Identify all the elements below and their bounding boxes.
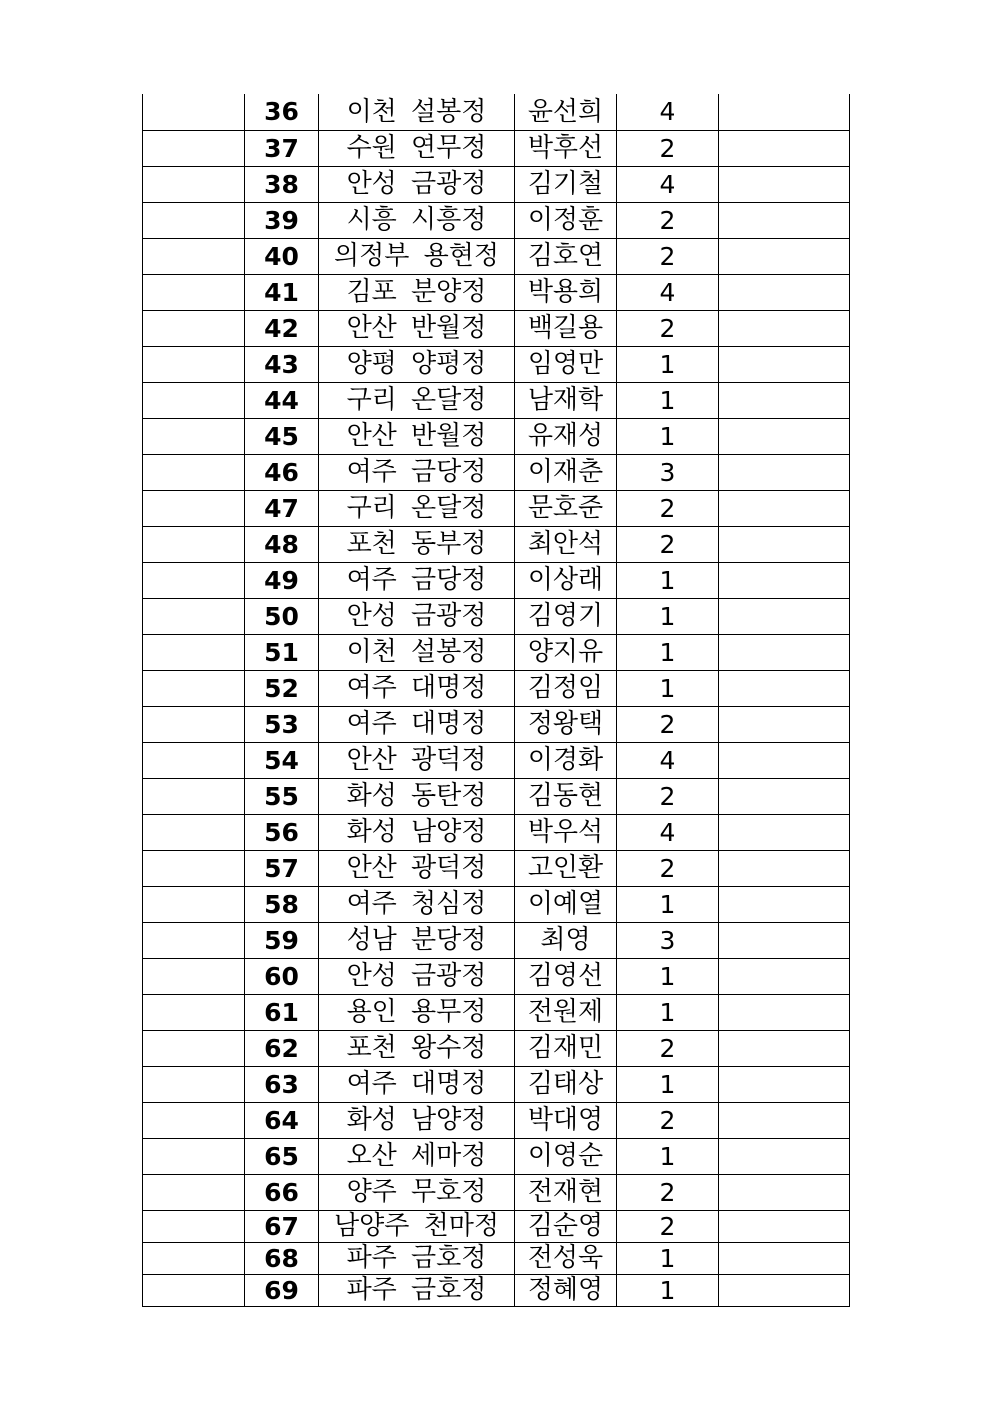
- member-name: 고인환: [515, 850, 617, 886]
- row-number: 41: [245, 274, 319, 310]
- roster-table: [142, 94, 850, 1307]
- count-value: 2: [617, 238, 719, 274]
- note-cell: [719, 1174, 850, 1210]
- note-cell: [719, 814, 850, 850]
- club-name: 여주 금당정: [319, 562, 515, 598]
- blank-cell: [143, 670, 245, 706]
- member-name: 정왕택: [515, 706, 617, 742]
- blank-cell: [143, 346, 245, 382]
- club-name: 시흥 시흥정: [319, 202, 515, 238]
- note-cell: [719, 238, 850, 274]
- table-row: [143, 886, 850, 922]
- note-cell: [719, 1242, 850, 1274]
- member-name: 김재민: [515, 1030, 617, 1066]
- member-name: 문호준: [515, 490, 617, 526]
- club-name: 용인 용무정: [319, 994, 515, 1030]
- count-value: 3: [617, 922, 719, 958]
- blank-cell: [143, 130, 245, 166]
- blank-cell: [143, 382, 245, 418]
- row-number: 45: [245, 418, 319, 454]
- club-name: 화성 남양정: [319, 1102, 515, 1138]
- count-value: 1: [617, 958, 719, 994]
- row-number: 47: [245, 490, 319, 526]
- row-number: 43: [245, 346, 319, 382]
- count-value: 4: [617, 94, 719, 130]
- count-value: 1: [617, 1242, 719, 1274]
- row-number: 59: [245, 922, 319, 958]
- count-value: 2: [617, 1210, 719, 1242]
- count-value: 2: [617, 526, 719, 562]
- club-name: 안성 금광정: [319, 958, 515, 994]
- count-value: 1: [617, 1066, 719, 1102]
- row-number: 54: [245, 742, 319, 778]
- row-number: 38: [245, 166, 319, 202]
- club-name: 안산 광덕정: [319, 850, 515, 886]
- note-cell: [719, 1138, 850, 1174]
- club-name: 화성 남양정: [319, 814, 515, 850]
- table-row: [143, 238, 850, 274]
- member-name: 김호연: [515, 238, 617, 274]
- note-cell: [719, 382, 850, 418]
- count-value: 1: [617, 1274, 719, 1306]
- count-value: 1: [617, 886, 719, 922]
- blank-cell: [143, 778, 245, 814]
- note-cell: [719, 454, 850, 490]
- note-cell: [719, 562, 850, 598]
- blank-cell: [143, 94, 245, 130]
- blank-cell: [143, 274, 245, 310]
- club-name: 화성 동탄정: [319, 778, 515, 814]
- table-row: [143, 1138, 850, 1174]
- blank-cell: [143, 1030, 245, 1066]
- table-row: [143, 310, 850, 346]
- member-name: 김태상: [515, 1066, 617, 1102]
- table-row: [143, 382, 850, 418]
- count-value: 2: [617, 130, 719, 166]
- count-value: 2: [617, 1174, 719, 1210]
- club-name: 여주 대명정: [319, 706, 515, 742]
- table-row: [143, 346, 850, 382]
- count-value: 2: [617, 706, 719, 742]
- count-value: 1: [617, 598, 719, 634]
- note-cell: [719, 706, 850, 742]
- note-cell: [719, 994, 850, 1030]
- table-row: [143, 634, 850, 670]
- count-value: 2: [617, 310, 719, 346]
- count-value: 2: [617, 850, 719, 886]
- count-value: 1: [617, 346, 719, 382]
- note-cell: [719, 634, 850, 670]
- count-value: 2: [617, 202, 719, 238]
- blank-cell: [143, 850, 245, 886]
- note-cell: [719, 310, 850, 346]
- table-row: [143, 706, 850, 742]
- club-name: 안산 반월정: [319, 310, 515, 346]
- note-cell: [719, 130, 850, 166]
- note-cell: [719, 922, 850, 958]
- note-cell: [719, 1102, 850, 1138]
- table-row: [143, 94, 850, 130]
- club-name: 김포 분양정: [319, 274, 515, 310]
- note-cell: [719, 166, 850, 202]
- note-cell: [719, 850, 850, 886]
- member-name: 유재성: [515, 418, 617, 454]
- blank-cell: [143, 526, 245, 562]
- member-name: 박후선: [515, 130, 617, 166]
- row-number: 53: [245, 706, 319, 742]
- note-cell: [719, 958, 850, 994]
- note-cell: [719, 274, 850, 310]
- roster-page: [142, 94, 850, 1307]
- count-value: 3: [617, 454, 719, 490]
- table-row: [143, 742, 850, 778]
- table-row: [143, 814, 850, 850]
- club-name: 여주 대명정: [319, 670, 515, 706]
- note-cell: [719, 1210, 850, 1242]
- note-cell: [719, 490, 850, 526]
- club-name: 구리 온달정: [319, 490, 515, 526]
- count-value: 2: [617, 1030, 719, 1066]
- row-number: 69: [245, 1274, 319, 1306]
- blank-cell: [143, 958, 245, 994]
- blank-cell: [143, 310, 245, 346]
- table-row: [143, 490, 850, 526]
- club-name: 이천 설봉정: [319, 634, 515, 670]
- club-name: 파주 금호정: [319, 1274, 515, 1306]
- note-cell: [719, 598, 850, 634]
- note-cell: [719, 418, 850, 454]
- row-number: 46: [245, 454, 319, 490]
- blank-cell: [143, 454, 245, 490]
- table-row: [143, 526, 850, 562]
- row-number: 68: [245, 1242, 319, 1274]
- member-name: 임영만: [515, 346, 617, 382]
- row-number: 66: [245, 1174, 319, 1210]
- member-name: 이영순: [515, 1138, 617, 1174]
- row-number: 48: [245, 526, 319, 562]
- count-value: 1: [617, 1138, 719, 1174]
- row-number: 52: [245, 670, 319, 706]
- member-name: 박우석: [515, 814, 617, 850]
- member-name: 박용희: [515, 274, 617, 310]
- club-name: 양평 양평정: [319, 346, 515, 382]
- club-name: 양주 무호정: [319, 1174, 515, 1210]
- member-name: 백길용: [515, 310, 617, 346]
- row-number: 42: [245, 310, 319, 346]
- table-row: [143, 202, 850, 238]
- blank-cell: [143, 490, 245, 526]
- club-name: 남양주 천마정: [319, 1210, 515, 1242]
- club-name: 이천 설봉정: [319, 94, 515, 130]
- note-cell: [719, 886, 850, 922]
- member-name: 이예열: [515, 886, 617, 922]
- blank-cell: [143, 238, 245, 274]
- club-name: 포천 동부정: [319, 526, 515, 562]
- club-name: 포천 왕수정: [319, 1030, 515, 1066]
- row-number: 36: [245, 94, 319, 130]
- count-value: 1: [617, 562, 719, 598]
- row-number: 49: [245, 562, 319, 598]
- member-name: 이경화: [515, 742, 617, 778]
- note-cell: [719, 778, 850, 814]
- count-value: 2: [617, 1102, 719, 1138]
- club-name: 안성 금광정: [319, 166, 515, 202]
- blank-cell: [143, 598, 245, 634]
- table-row: [143, 1210, 850, 1242]
- member-name: 김영기: [515, 598, 617, 634]
- count-value: 4: [617, 742, 719, 778]
- club-name: 구리 온달정: [319, 382, 515, 418]
- row-number: 67: [245, 1210, 319, 1242]
- table-row: [143, 418, 850, 454]
- table-row: [143, 1030, 850, 1066]
- member-name: 양지유: [515, 634, 617, 670]
- club-name: 여주 청심정: [319, 886, 515, 922]
- table-row: [143, 778, 850, 814]
- blank-cell: [143, 814, 245, 850]
- row-number: 57: [245, 850, 319, 886]
- blank-cell: [143, 1174, 245, 1210]
- note-cell: [719, 346, 850, 382]
- blank-cell: [143, 1210, 245, 1242]
- note-cell: [719, 202, 850, 238]
- table-row: [143, 922, 850, 958]
- member-name: 이정훈: [515, 202, 617, 238]
- club-name: 의정부 용현정: [319, 238, 515, 274]
- club-name: 안산 반월정: [319, 418, 515, 454]
- club-name: 성남 분당정: [319, 922, 515, 958]
- note-cell: [719, 1066, 850, 1102]
- club-name: 안산 광덕정: [319, 742, 515, 778]
- table-row: [143, 1242, 850, 1274]
- member-name: 김영선: [515, 958, 617, 994]
- roster-table-body: [143, 94, 850, 1306]
- blank-cell: [143, 1102, 245, 1138]
- count-value: 4: [617, 166, 719, 202]
- note-cell: [719, 1274, 850, 1306]
- row-number: 64: [245, 1102, 319, 1138]
- row-number: 44: [245, 382, 319, 418]
- table-row: [143, 130, 850, 166]
- member-name: 박대영: [515, 1102, 617, 1138]
- club-name: 여주 대명정: [319, 1066, 515, 1102]
- blank-cell: [143, 886, 245, 922]
- club-name: 수원 연무정: [319, 130, 515, 166]
- table-row: [143, 994, 850, 1030]
- member-name: 김순영: [515, 1210, 617, 1242]
- member-name: 전재현: [515, 1174, 617, 1210]
- club-name: 오산 세마정: [319, 1138, 515, 1174]
- note-cell: [719, 670, 850, 706]
- row-number: 63: [245, 1066, 319, 1102]
- row-number: 39: [245, 202, 319, 238]
- table-row: [143, 1066, 850, 1102]
- table-row: [143, 1174, 850, 1210]
- blank-cell: [143, 1274, 245, 1306]
- row-number: 55: [245, 778, 319, 814]
- blank-cell: [143, 418, 245, 454]
- table-row: [143, 958, 850, 994]
- count-value: 4: [617, 814, 719, 850]
- table-row: [143, 1102, 850, 1138]
- blank-cell: [143, 1138, 245, 1174]
- table-row: [143, 670, 850, 706]
- blank-cell: [143, 202, 245, 238]
- member-name: 김정임: [515, 670, 617, 706]
- count-value: 2: [617, 490, 719, 526]
- blank-cell: [143, 166, 245, 202]
- count-value: 1: [617, 994, 719, 1030]
- row-number: 58: [245, 886, 319, 922]
- note-cell: [719, 742, 850, 778]
- note-cell: [719, 94, 850, 130]
- note-cell: [719, 526, 850, 562]
- member-name: 이재춘: [515, 454, 617, 490]
- member-name: 전성욱: [515, 1242, 617, 1274]
- club-name: 여주 금당정: [319, 454, 515, 490]
- count-value: 1: [617, 634, 719, 670]
- club-name: 안성 금광정: [319, 598, 515, 634]
- table-row: [143, 598, 850, 634]
- row-number: 61: [245, 994, 319, 1030]
- count-value: 4: [617, 274, 719, 310]
- member-name: 김기철: [515, 166, 617, 202]
- member-name: 최안석: [515, 526, 617, 562]
- row-number: 50: [245, 598, 319, 634]
- member-name: 최영: [515, 922, 617, 958]
- member-name: 정혜영: [515, 1274, 617, 1306]
- row-number: 62: [245, 1030, 319, 1066]
- blank-cell: [143, 742, 245, 778]
- table-row: [143, 454, 850, 490]
- table-row: [143, 850, 850, 886]
- member-name: 전원제: [515, 994, 617, 1030]
- table-row: [143, 562, 850, 598]
- row-number: 40: [245, 238, 319, 274]
- count-value: 2: [617, 778, 719, 814]
- table-row: [143, 166, 850, 202]
- table-row: [143, 274, 850, 310]
- row-number: 56: [245, 814, 319, 850]
- note-cell: [719, 1030, 850, 1066]
- member-name: 윤선희: [515, 94, 617, 130]
- blank-cell: [143, 1242, 245, 1274]
- blank-cell: [143, 1066, 245, 1102]
- row-number: 60: [245, 958, 319, 994]
- blank-cell: [143, 994, 245, 1030]
- member-name: 김동현: [515, 778, 617, 814]
- club-name: 파주 금호정: [319, 1242, 515, 1274]
- row-number: 65: [245, 1138, 319, 1174]
- member-name: 이상래: [515, 562, 617, 598]
- count-value: 1: [617, 418, 719, 454]
- count-value: 1: [617, 670, 719, 706]
- blank-cell: [143, 562, 245, 598]
- blank-cell: [143, 706, 245, 742]
- blank-cell: [143, 922, 245, 958]
- blank-cell: [143, 634, 245, 670]
- table-row: [143, 1274, 850, 1306]
- row-number: 37: [245, 130, 319, 166]
- member-name: 남재학: [515, 382, 617, 418]
- row-number: 51: [245, 634, 319, 670]
- count-value: 1: [617, 382, 719, 418]
